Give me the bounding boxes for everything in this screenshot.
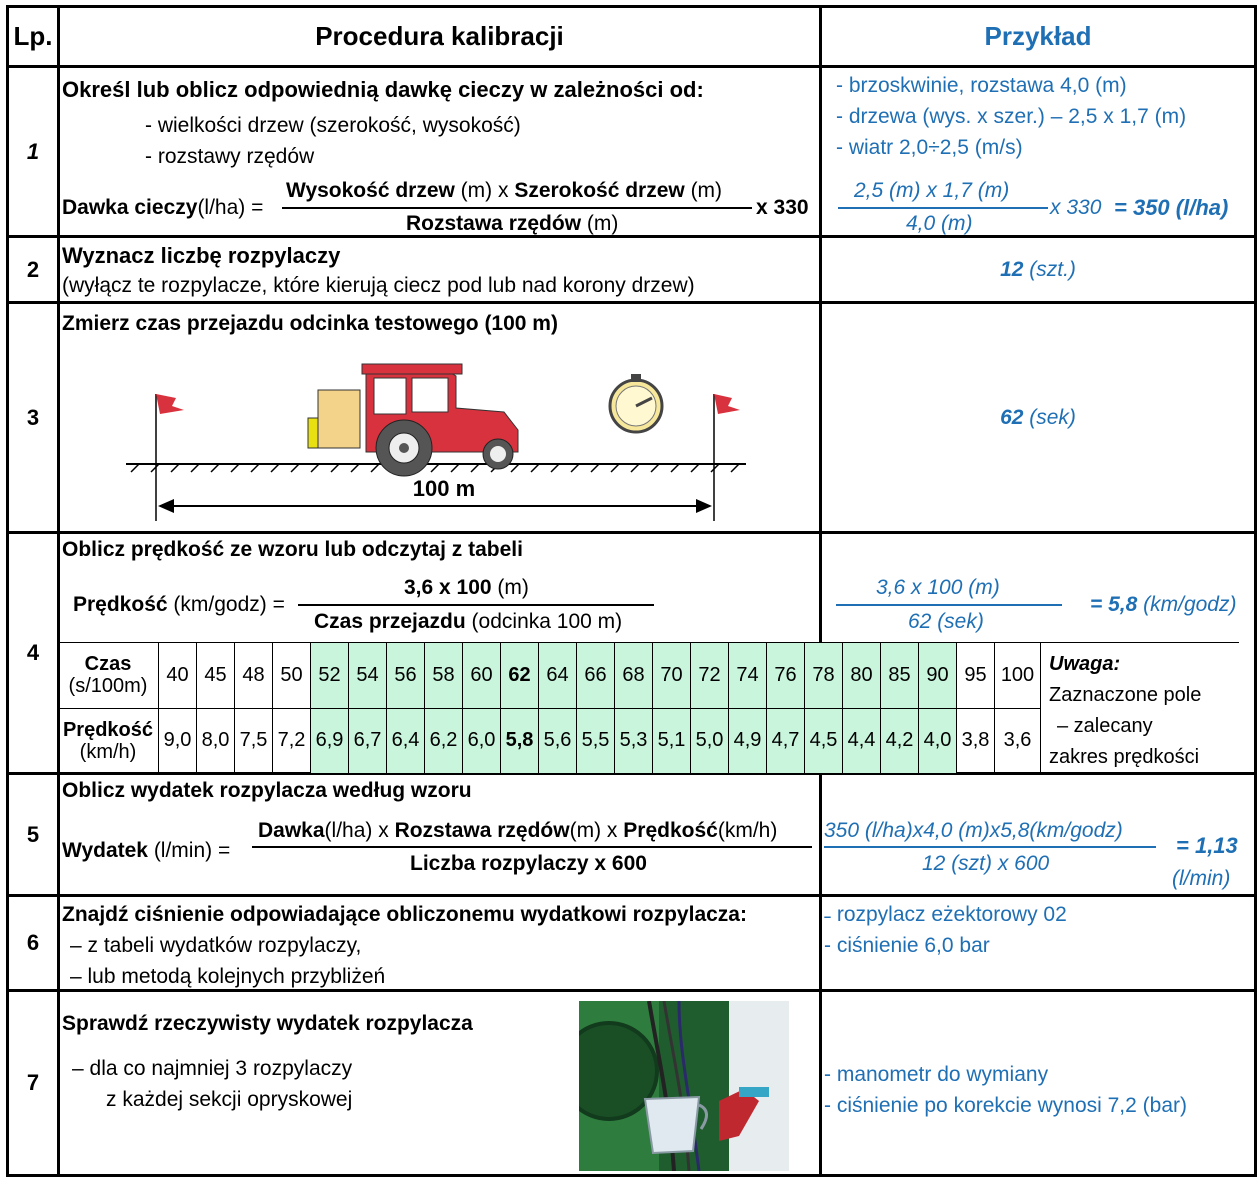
fraction-line <box>298 604 654 606</box>
speed-cell: 4,2 <box>881 708 919 774</box>
speed-cell: 4,0 <box>919 708 957 774</box>
step-example <box>821 67 1256 237</box>
example-line: - manometr do wymiany <box>824 1063 1049 1086</box>
header-procedure: Procedura kalibracji <box>59 7 821 67</box>
time-cell: 85 <box>881 643 919 709</box>
step-row-3 <box>8 303 1256 533</box>
speed-cell: 8,0 <box>197 708 235 774</box>
step-row-2 <box>8 237 1256 303</box>
example-line: - drzewa (wys. x szer.) – 2,5 x 1,7 (m) <box>836 105 1187 128</box>
example-line: ˗ rozpylacz eżektorowy 02 <box>824 903 1067 926</box>
step-number: 5 <box>8 774 59 896</box>
step-number: 2 <box>8 237 59 303</box>
note-title: Uwaga: <box>1049 653 1121 675</box>
bullet: - rozstawy rzędów <box>145 145 315 168</box>
example-numerator: 350 (l/ha)x4,0 (m)x5,8(km/godz) <box>824 819 1123 842</box>
speed-cell: 6,2 <box>425 708 463 774</box>
speed-cell: 4,9 <box>729 708 767 774</box>
time-cell: 62 <box>501 643 539 709</box>
step-row-7 <box>8 991 1256 1176</box>
example-result: = 1,13 <box>1176 833 1238 858</box>
speed-cell: 5,6 <box>539 708 577 774</box>
calibration-table <box>6 5 1257 1177</box>
time-cell: 58 <box>425 643 463 709</box>
example-multiplier: x 330 <box>1050 196 1102 219</box>
example-denominator: 4,0 (m) <box>906 212 973 235</box>
time-label: Czas (s/100m) <box>58 643 159 709</box>
speed-cell: 6,4 <box>387 708 425 774</box>
step-procedure <box>59 237 821 303</box>
time-cell: 100 <box>995 643 1041 709</box>
step-example <box>821 303 1256 533</box>
speed-cell: 6,7 <box>349 708 387 774</box>
bullet: – dla co najmniej 3 rozpylaczy <box>72 1057 353 1080</box>
example-result: = 5,8 (km/godz) <box>1090 593 1237 616</box>
formula-denominator: Czas przejazdu (odcinka 100 m) <box>314 610 623 633</box>
formula-denominator: Rozstawa rzędów (m) <box>406 212 619 235</box>
nozzle-measurement-photo <box>579 1001 789 1171</box>
speed-cell: 7,5 <box>235 708 273 774</box>
step-subtitle: (wyłącz te rozpylacze, które kierują ciecz pod lub nad korony drzew) <box>62 274 695 297</box>
step-procedure <box>59 991 821 1176</box>
example-line: - ciśnienie 6,0 bar <box>824 934 990 957</box>
step-example <box>821 774 1256 896</box>
example-line: - ciśnienie po korekcie wynosi 7,2 (bar) <box>824 1094 1187 1117</box>
step-title: Oblicz wydatek rozpylacza według wzoru <box>62 779 472 802</box>
speed-cell: 4,4 <box>843 708 881 774</box>
time-cell: 54 <box>349 643 387 709</box>
speed-cell: 5,1 <box>653 708 691 774</box>
step-procedure <box>59 774 821 896</box>
step-example <box>821 896 1256 991</box>
step-row-1 <box>8 67 1256 237</box>
speed-cell: 5,3 <box>615 708 653 774</box>
formula-numerator: Dawka(l/ha) x Rozstawa rzędów(m) x Prędkość(km/h) <box>258 819 778 842</box>
example-value: 62 (sek) <box>1000 406 1076 429</box>
time-cell: 68 <box>615 643 653 709</box>
distance-label: 100 m <box>412 476 476 501</box>
step-example <box>821 991 1256 1176</box>
fraction-line <box>838 207 1048 209</box>
formula-numerator: 3,6 x 100 (m) <box>404 576 529 599</box>
formula-numerator: Wysokość drzew (m) x Szerokość drzew (m) <box>286 179 723 202</box>
step-number: 6 <box>8 896 59 991</box>
bullet: - wielkości drzew (szerokość, wysokość) <box>145 114 521 137</box>
time-cell: 78 <box>805 643 843 709</box>
column-divider <box>819 534 822 642</box>
header-lp: Lp. <box>8 7 59 67</box>
speed-cell: 3,6 <box>995 708 1041 774</box>
step-title: Określ lub oblicz odpowiednią dawkę cieczy w zależności od: <box>62 77 704 102</box>
formula-factor: x 330 <box>756 196 809 219</box>
speed-cell: 4,7 <box>767 708 805 774</box>
step-title: Zmierz czas przejazdu odcinka testowego (100 m) <box>62 312 558 335</box>
formula-denominator: Liczba rozpylaczy x 600 <box>410 852 647 875</box>
step-row-6 <box>8 896 1256 991</box>
calibration-document <box>6 5 1254 1177</box>
step-procedure <box>59 533 1256 774</box>
time-row <box>58 643 1240 709</box>
test-drive-illustration <box>126 356 756 526</box>
example-value: 12 (szt.) <box>1000 258 1076 281</box>
time-cell: 95 <box>957 643 995 709</box>
time-cell: 50 <box>273 643 311 709</box>
fraction-line <box>282 207 752 209</box>
time-cell: 52 <box>311 643 349 709</box>
step-title: Oblicz prędkość ze wzoru lub odczytaj z tabeli <box>62 538 523 561</box>
example-line: - wiatr 2,0÷2,5 (m/s) <box>836 136 1023 159</box>
time-cell: 45 <box>197 643 235 709</box>
example-numerator: 2,5 (m) x 1,7 (m) <box>854 179 1010 202</box>
speed-cell: 5,5 <box>577 708 615 774</box>
speed-table <box>57 642 1239 774</box>
bullet: z każdej sekcji opryskowej <box>106 1088 353 1111</box>
step-title: Wyznacz liczbę rozpylaczy <box>62 243 341 268</box>
time-cell: 60 <box>463 643 501 709</box>
note-line: Zaznaczone pole <box>1049 684 1202 706</box>
speed-note <box>1041 643 1240 774</box>
step-example <box>821 237 1256 303</box>
time-cell: 74 <box>729 643 767 709</box>
header-row <box>8 7 1256 67</box>
step-row-5 <box>8 774 1256 896</box>
note-line: zakres prędkości <box>1049 746 1200 768</box>
time-cell: 64 <box>539 643 577 709</box>
fraction-line <box>252 846 812 848</box>
step-title: Znajdź ciśnienie odpowiadające obliczonemu wydatkowi rozpylacza: <box>62 903 747 926</box>
fraction-line <box>824 846 1156 848</box>
example-numerator: 3,6 x 100 (m) <box>876 576 1000 599</box>
bullet: – z tabeli wydatków rozpylaczy, <box>70 934 362 957</box>
time-cell: 80 <box>843 643 881 709</box>
example-denominator: 62 (sek) <box>908 610 984 633</box>
time-cell: 90 <box>919 643 957 709</box>
example-line: - brzoskwinie, rozstawa 4,0 (m) <box>836 74 1127 97</box>
speed-cell: 6,0 <box>463 708 501 774</box>
step-procedure <box>59 896 821 991</box>
time-cell: 40 <box>159 643 197 709</box>
step-procedure <box>59 303 821 533</box>
speed-cell: 9,0 <box>159 708 197 774</box>
step-procedure <box>59 67 821 237</box>
step-number: 7 <box>8 991 59 1176</box>
bullet: – lub metodą kolejnych przybliżeń <box>70 965 386 988</box>
example-result: = 350 (l/ha) <box>1114 195 1229 220</box>
step-number: 3 <box>8 303 59 533</box>
formula-label: Dawka cieczy(l/ha) = <box>62 196 264 219</box>
time-cell: 76 <box>767 643 805 709</box>
time-cell: 48 <box>235 643 273 709</box>
speed-cell: 5,8 <box>501 708 539 774</box>
time-cell: 70 <box>653 643 691 709</box>
step-number: 1 <box>8 67 59 237</box>
time-cell: 56 <box>387 643 425 709</box>
header-example: Przykład <box>821 7 1256 67</box>
speed-cell: 4,5 <box>805 708 843 774</box>
speed-label: Prędkość (km/h) <box>58 708 159 774</box>
example-result-unit: (l/min) <box>1172 867 1231 890</box>
speed-cell: 5,0 <box>691 708 729 774</box>
speed-cell: 6,9 <box>311 708 349 774</box>
step-title: Sprawdź rzeczywisty wydatek rozpylacza <box>62 1012 473 1035</box>
speed-cell: 7,2 <box>273 708 311 774</box>
formula-label: Prędkość (km/godz) = <box>73 593 285 616</box>
note-line: – zalecany <box>1057 715 1153 737</box>
step-row-4 <box>8 533 1256 774</box>
time-cell: 66 <box>577 643 615 709</box>
fraction-line <box>836 604 1062 606</box>
time-cell: 72 <box>691 643 729 709</box>
step-number: 4 <box>8 533 59 774</box>
speed-cell: 3,8 <box>957 708 995 774</box>
formula-label: Wydatek (l/min) = <box>62 839 231 862</box>
example-denominator: 12 (szt) x 600 <box>922 852 1050 875</box>
